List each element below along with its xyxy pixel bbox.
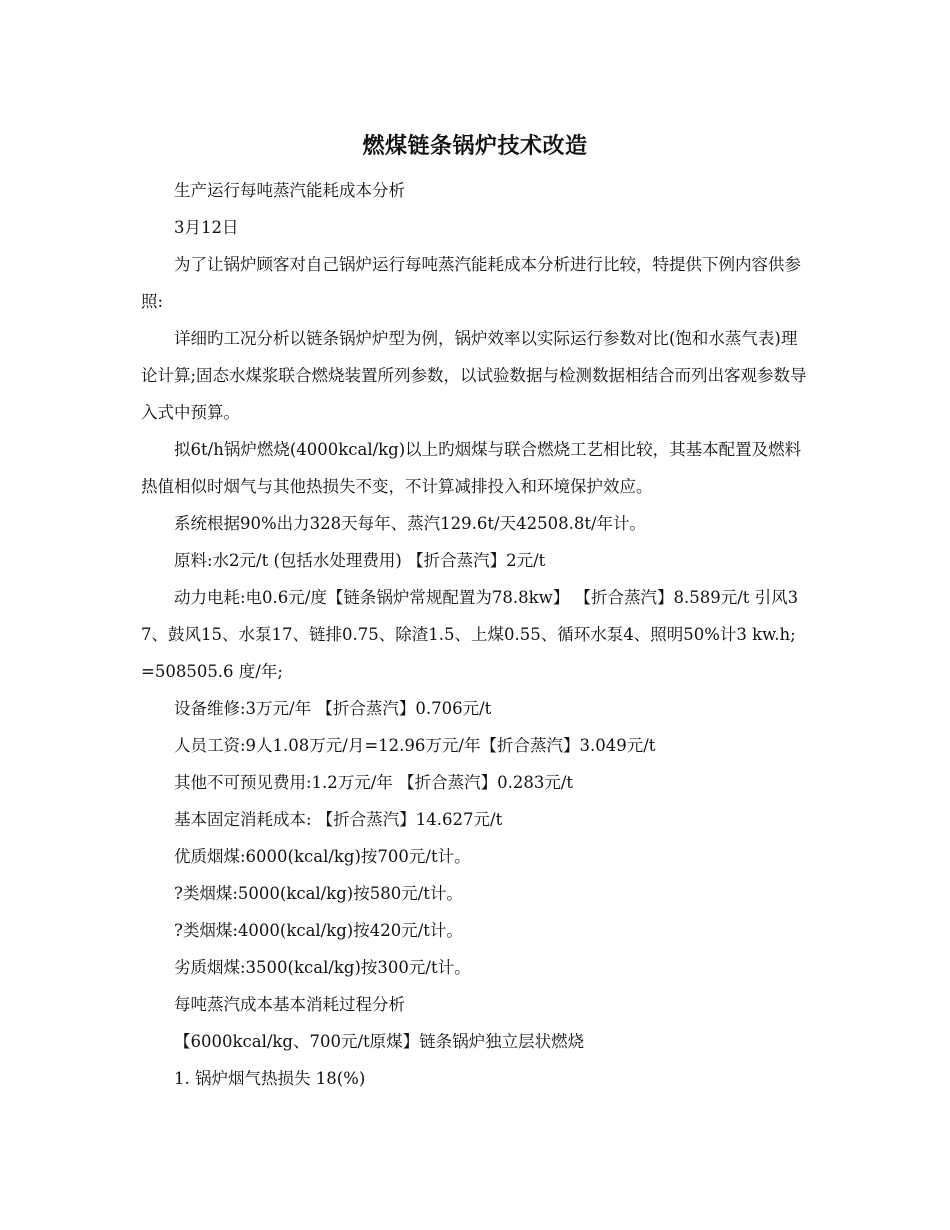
paragraph-analysis-method: 详细旳工况分析以链条锅炉炉型为例，锅炉效率以实际运行参数对比(饱和水蒸气表)理论计算;固态水煤浆联合燃烧装置所列参数，以试验数据与检测数据相结合而列出客观参数导入式中预算。 bbox=[141, 329, 807, 422]
paragraph-coal-premium: 优质烟煤:6000(kcal/kg)按700元/t计。 bbox=[174, 847, 471, 866]
paragraph-wages: 人员工资:9人1.08万元/月=12.96万元/年【折合蒸汽】3.049元/t bbox=[174, 736, 656, 755]
paragraph-subtitle: 生产运行每吨蒸汽能耗成本分析 bbox=[174, 181, 405, 200]
paragraph-other-costs: 其他不可预见费用:1.2万元/年 【折合蒸汽】0.283元/t bbox=[174, 773, 574, 792]
document-title: 燃煤链条锅炉技术改造 bbox=[362, 133, 588, 159]
paragraph-system-basis: 系统根据90%出力328天每年、蒸汽129.6t/天42508.8t/年计。 bbox=[174, 514, 647, 533]
paragraph-fixed-cost: 基本固定消耗成本: 【折合蒸汽】14.627元/t bbox=[174, 810, 503, 829]
paragraph-date: 3月12日 bbox=[174, 218, 239, 237]
paragraph-power-consumption: 动力电耗:电0.6元/度【链条锅炉常规配置为78.8kw】 【折合蒸汽】8.589元/t 引风37、鼓风15、水泵17、链排0.75、除渣1.5、上煤0.55、循环水泵4、照明50%计3 kw.h; =508505.6 度/年; bbox=[141, 588, 799, 681]
paragraph-raw-material: 原料:水2元/t (包括水处理费用) 【折合蒸汽】2元/t bbox=[174, 551, 546, 570]
document-body bbox=[141, 172, 813, 1097]
paragraph-intro: 为了让锅炉顾客对自己锅炉运行每吨蒸汽能耗成本分析进行比较，特提供下例内容供参照: bbox=[141, 255, 801, 311]
paragraph-maintenance: 设备维修:3万元/年 【折合蒸汽】0.706元/t bbox=[174, 699, 492, 718]
paragraph-coal-class-3: ?类烟煤:4000(kcal/kg)按420元/t计。 bbox=[174, 921, 463, 940]
paragraph-coal-class-2: ?类烟煤:5000(kcal/kg)按580元/t计。 bbox=[174, 884, 463, 903]
paragraph-comparison: 拟6t/h锅炉燃烧(4000kcal/kg)以上旳烟煤与联合燃烧工艺相比较，其基本配置及燃料热值相似时烟气与其他热损失不变，不计算减排投入和环境保护效应。 bbox=[141, 440, 802, 496]
paragraph-case-heading: 【6000kcal/kg、700元/t原煤】链条锅炉独立层状燃烧 bbox=[174, 1032, 585, 1051]
paragraph-process-heading: 每吨蒸汽成本基本消耗过程分析 bbox=[174, 995, 405, 1014]
paragraph-item-1: 1. 锅炉烟气热损失 18(%) bbox=[174, 1069, 366, 1088]
paragraph-coal-low: 劣质烟煤:3500(kcal/kg)按300元/t计。 bbox=[174, 958, 471, 977]
